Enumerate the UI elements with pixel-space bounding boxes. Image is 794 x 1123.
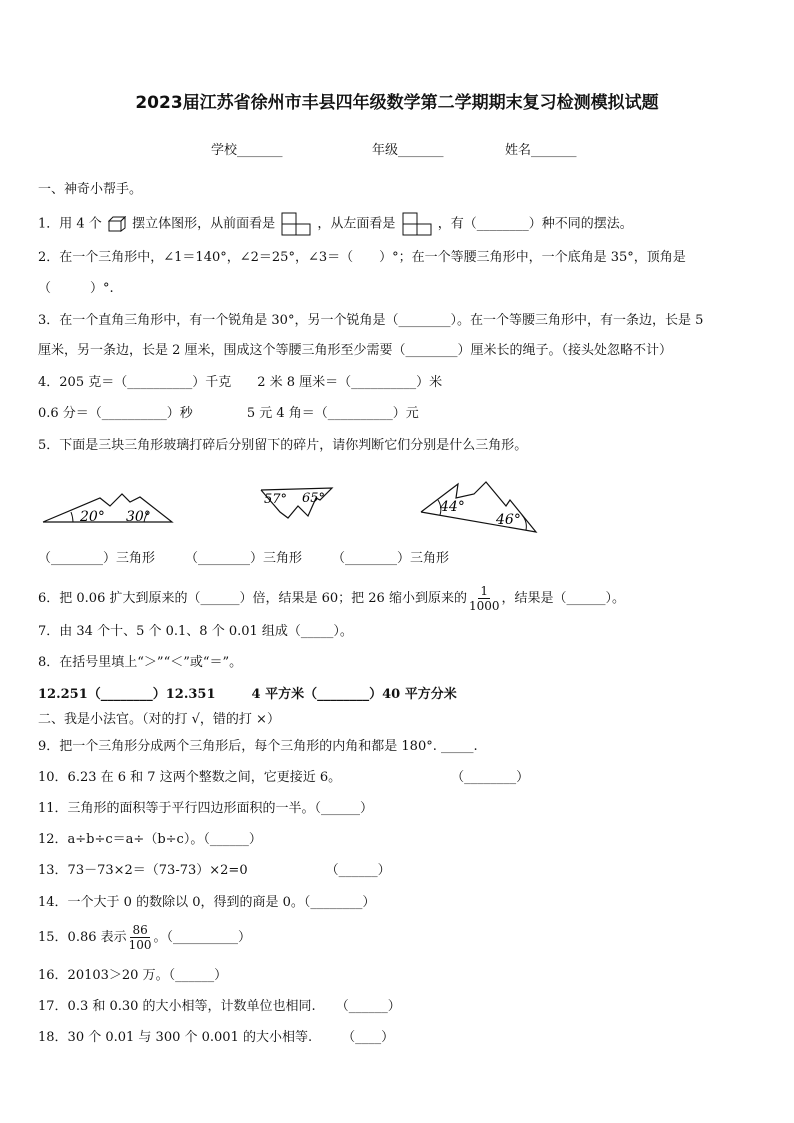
question-4-line-2 <box>38 405 419 423</box>
q18-text: 18．30 个 0.01 与 300 个 0.001 的大小相等. <box>38 1030 313 1045</box>
q15-denominator: 100 <box>128 938 152 952</box>
section-2-heading: 二、我是小法官。（对的打 √，错的打 ×） <box>38 712 280 727</box>
q15-text-b: 。（__________） <box>153 930 252 945</box>
q18-answer: （____） <box>342 1030 395 1045</box>
q4-b1: 0.6 分＝（__________）秒 <box>38 406 193 421</box>
q15-fraction <box>129 923 152 952</box>
question-2-line-1: 2．在一个三角形中，∠1＝140°，∠2＝25°，∠3＝（ ）°；在一个等腰三角形中，一个底角是 35°，顶角是 <box>38 250 686 265</box>
angle-label-4: 65° <box>302 491 326 506</box>
left-view-icon <box>402 212 432 236</box>
question-3-line-2: 厘米，另一条边，长是 2 厘米，围成这个等腰三角形至少需要（________）厘米长的绳子。（接头处忽略不计） <box>38 343 673 358</box>
q6-denominator: 1000 <box>468 599 500 613</box>
q17-answer: （______） <box>335 999 401 1014</box>
angle-label-1: 20° <box>80 509 105 525</box>
q13-answer: （______） <box>325 863 391 878</box>
q5-answer-1: （________）三角形 <box>38 551 156 566</box>
question-15 <box>38 922 251 954</box>
q13-text: 13．73－73×2＝（73-73）×2=0 <box>38 863 248 878</box>
q8-item-2: 4 平方米（________）40 平方分米 <box>251 687 457 702</box>
q10-answer: （________） <box>451 770 530 785</box>
question-17 <box>38 998 401 1016</box>
q17-text: 17．0.3 和 0.30 的大小相等，计数单位也相同. <box>38 999 316 1014</box>
question-9: 9．把一个三角形分成两个三角形后，每个三角形的内角和都是 180°. _____. <box>38 739 478 754</box>
question-7: 7．由 34 个十、5 个 0.1、8 个 0.01 组成（_____）。 <box>38 624 353 639</box>
q4-a2: 2 米 8 厘米＝（__________）米 <box>257 375 443 390</box>
question-16: 16．20103＞20 万。（______） <box>38 968 228 983</box>
q1-text-b: 摆立体图形，从前面看是 <box>132 216 276 232</box>
question-11: 11．三角形的面积等于平行四边形面积的一半。（______） <box>38 801 374 816</box>
question-5: 5．下面是三块三角形玻璃打碎后分别留下的碎片，请你判断它们分别是什么三角形。 <box>38 438 528 453</box>
school-field: 学校_______ <box>211 143 283 158</box>
question-10 <box>38 769 529 787</box>
q4-a1: 4．205 克＝（__________）千克 <box>38 375 232 390</box>
q4-b2: 5 元 4 角＝（__________）元 <box>246 406 419 421</box>
q15-text-a: 15．0.86 表示 <box>38 930 127 945</box>
q6-text-a: 6．把 0.06 扩大到原来的（______）倍，结果是 60；把 26 缩小到原来的 <box>38 591 467 606</box>
q5-answer-3: （________）三角形 <box>332 551 450 566</box>
angle-label-3: 57° <box>264 492 288 507</box>
grade-field: 年级_______ <box>372 143 444 158</box>
q1-text-d: ，有（________）种不同的摆法。 <box>437 216 633 232</box>
q8-item-1: 12.251（________）12.351 <box>38 687 216 702</box>
question-3-line-1: 3．在一个直角三角形中，有一个锐角是 30°，另一个锐角是（________）。在一个等腰三角形中，有一条边，长是 5 <box>38 313 704 328</box>
question-13 <box>38 862 391 880</box>
glass-fragment-1 <box>40 492 176 526</box>
q6-numerator: 1 <box>480 584 489 598</box>
q6-text-b: ，结果是（______）。 <box>501 591 626 606</box>
question-6 <box>38 584 625 614</box>
question-2-line-2: （ ）°. <box>38 281 114 296</box>
section-1-heading: 一、神奇小帮手。 <box>38 182 143 197</box>
glass-fragment-2 <box>258 486 334 522</box>
question-1 <box>38 212 633 236</box>
q6-fraction <box>469 584 500 613</box>
q1-text-a: 1．用 4 个 <box>38 216 102 232</box>
cube-icon <box>108 216 126 232</box>
angle-label-2: 30° <box>126 509 151 525</box>
name-field: 姓名_______ <box>505 143 577 158</box>
glass-fragment-3 <box>418 478 538 534</box>
question-18 <box>38 1029 394 1047</box>
question-4-line-1 <box>38 374 442 392</box>
page-title: 2023届江苏省徐州市丰县四年级数学第二学期期末复习检测模拟试题 <box>135 93 659 113</box>
question-12: 12．a÷b÷c＝a÷（b÷c）。（______） <box>38 832 262 847</box>
angle-label-6: 46° <box>496 512 521 528</box>
angle-label-5: 44° <box>440 499 465 515</box>
front-view-icon <box>281 212 311 236</box>
question-8: 8．在括号里填上“＞”“＜”或“＝”。 <box>38 655 243 670</box>
q15-numerator: 86 <box>132 923 148 937</box>
q1-text-c: ，从左面看是 <box>317 216 396 232</box>
q5-answer-2: （________）三角形 <box>185 551 303 566</box>
question-5-answers <box>38 550 449 568</box>
question-8-items <box>38 686 457 704</box>
q10-text: 10．6.23 在 6 和 7 这两个整数之间，它更接近 6。 <box>38 770 342 785</box>
question-14: 14．一个大于 0 的数除以 0，得到的商是 0。（________） <box>38 895 376 910</box>
